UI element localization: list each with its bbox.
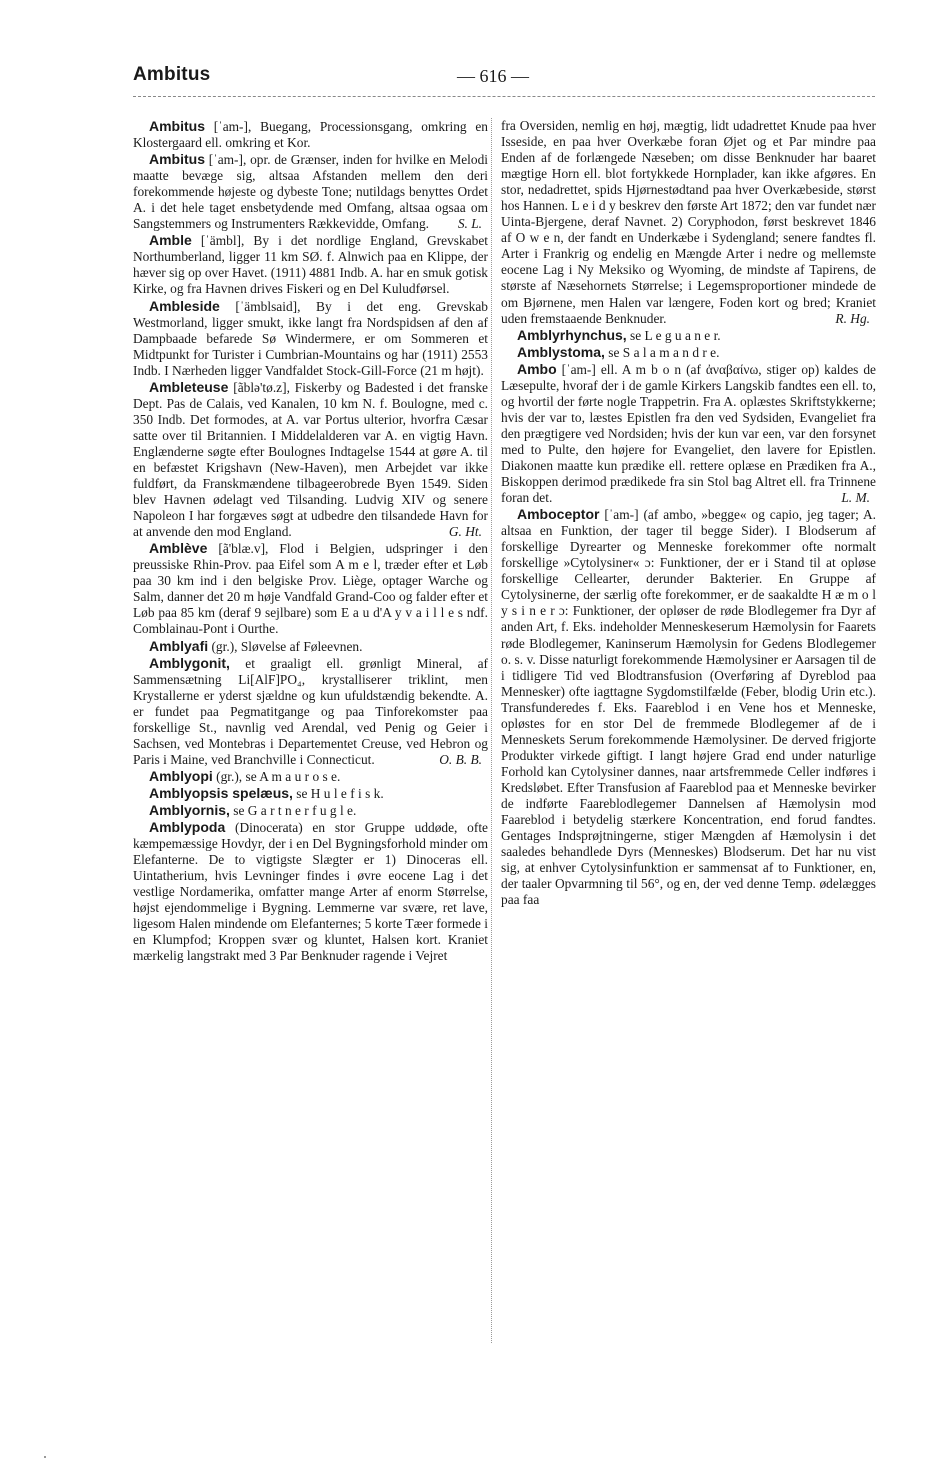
entry-headword: Ambitus xyxy=(149,151,205,168)
entry-headword: Amblyopi xyxy=(149,767,213,784)
entry-text: se G a r t n e r f u g l e. xyxy=(229,802,357,818)
entry-signature: O. B. B. xyxy=(439,751,482,767)
entry-headword: Ambleteuse xyxy=(149,378,229,395)
dictionary-entry xyxy=(133,638,488,655)
dictionary-entry xyxy=(133,232,488,297)
dictionary-entry xyxy=(501,327,876,344)
entry-text: se S a l a m a n d r e. xyxy=(604,344,720,360)
entry-text: fra Oversiden, nemlig en høj, mægtig, lidt udadrettet Knude paa hver Isseside, en paa hver Overkæbe foran Øjet og et Par mindre paa Enden af de forlængede Næseben; om disse Benknuder har baaret mægtige Horn ell. blot fortykkede Hornplader, kan ikke afgøres. En stor, nedadrettet, spids Hjørnestødtand paa hver Overkæbeside, størst hos Hannen. L e i d y beskrev den første Art 1872; den var fundet nær Uinta-Bjergene, deraf Navnet. 2) Coryphodon, først beskrevet 1846 af O w e n, der fandt en Underkæbe i Sydengland; senere fandtes fl. Arter i Frankrig og endelig en Mængde Arter i nedre og mellemste eocene Lag i Ny Meksiko og Wyoming, de mindste af Tapirens, de største af Næsehornets Størrelse; i Legemsproportioner mindede de om Bjørnene, men Halen var længere, Foden kort og bred; Kraniet uden fremstaaende Benknuder. xyxy=(501,118,876,326)
entry-signature: R. Hg. xyxy=(835,310,870,326)
entry-text: [ˈam-], Buegang, Processionsgang, omkring en Klostergaard ell. omkring et Kor. xyxy=(133,119,488,151)
dictionary-entry xyxy=(133,655,488,768)
entry-text: (gr.), Sløvelse af Føleevnen. xyxy=(208,638,363,654)
dictionary-entry xyxy=(133,819,488,964)
dictionary-entry xyxy=(501,344,876,361)
entry-headword: Amblyopsis spelæus, xyxy=(149,784,293,801)
column-divider xyxy=(491,118,492,1343)
entry-text: [ã'blæ.v], Flod i Belgien, udspringer i den preussiske Rhin-Prov. paa Eifel som A m e l, træder efter et Løb paa 30 km ind i den belgiske Prov. Liège, optager Warche og Salm, danner det 20 m høje Vandfald Grand-Coo og falder efter et Løb paa 85 km (deraf 9 sejlbare) som E a u d'A y v a i l l e s ndf. Comblainau-Pont i Ourthe. xyxy=(133,541,488,637)
header-rule xyxy=(133,96,875,97)
dictionary-entry xyxy=(501,361,876,506)
entry-signature: S. L. xyxy=(457,216,482,232)
entry-headword: Amblyornis, xyxy=(149,801,230,818)
dictionary-entry xyxy=(133,379,488,540)
entry-headword: Amblyrhynchus, xyxy=(517,326,627,343)
dictionary-entry xyxy=(133,151,488,232)
entry-headword: Amble xyxy=(149,232,192,249)
dictionary-entry xyxy=(133,118,488,151)
entry-text: [ˈam-], opr. de Grænser, inden for hvilke en Melodi maatte bevæge sig, altsaa Afstanden mellem den deri forekommende højeste og dybeste Tone; nutildags benyttes Ordet A. i det hele taget ensbetydende med Omfang, altsaa ogsaa om Sangstemmers og Instrumenters Rækkevidde, Omfang. xyxy=(133,152,488,232)
page-header xyxy=(133,64,853,94)
entry-text: [ãblə'tø.z], Fiskerby og Badested i det franske Dept. Pas de Calais, ved Kanalen, 10 km N. f. Boulogne, med c. 350 Indb. Det formodes, at A. var Portus ulterior, hvorfra Cæsar satte over til Britannien. I Middelalderen var A. en vigtig Havn. Englænderne søgte efter Boulognes Indtagelse 1544 at gøre A. til en befæstet Krigshavn (New-Haven), men Arbejdet var ikke fuldført, da Franskmændene tilbageerobrede Byen 1549. Siden blev Havnen ødelagt ved Tilsanding. Ludvig XIV og senere Napoleon I har forgæves søgt at udbedre den tilsandede Havn for at anvende den mod England. xyxy=(133,379,488,540)
entry-text: et graaligt ell. grønligt Mineral, af Sammensætning Li[AlF]PO₄, krystalliserer triklint, men Krystallerne er yderst sjældne og kun ufuldstændig bekendte. A. er fundet paa Pegmatitgange og paa Tinforekomster paa forskellige St., navnlig ved Arendal, ved Penig og Geier i Sachsen, ved Montebras i Departementet Creuse, ved Hebron og Paris i Maine, ved Branchville i Connecticut. xyxy=(133,655,488,767)
dictionary-entry xyxy=(133,768,488,785)
entry-headword: Amblève xyxy=(149,540,208,557)
dictionary-entry xyxy=(133,785,488,802)
entry-headword: Amblystoma, xyxy=(517,343,605,360)
entry-headword: Ambo xyxy=(517,360,557,377)
entry-text: [ˈam-] ell. A m b o n (af ἀναβαίνω, stiger op) kaldes de Læsepulte, hvoraf der i de gamle Kirkers Langskib fandtes een ell. to, og hvortil der førte nogle Trappetrin. Fra A. oplæstes Skriftstykkerne; hvis der var to, læstes Epistlen fra den ved Sydsiden, Evangeliet fra den prægtigere ved Nordsiden; hvis der kun var een, var den forsynet med to Pulte, den højere for Evangeliet, den lavere for Epistlen. Diakonen maatte kun prædike ell. rettere oplæse en Prædiken fra A., Biskoppen derimod prædikede fra sin Stol bag Altret ell. fra Trinnene foran det. xyxy=(501,361,876,506)
entry-text: [ˈam-] (af ambo, »begge« og capio, jeg tager; A. altsaa en Funktion, der tager til begge Sider). I Blodserum af forskellige Dyrearter og Menneske forekommer ofte normalt forskellige »Cytolysiner« ɔ: Funktioner, der er i Stand til at opløse forskellige Cellearter, derunder Bakterier. En Gruppe af Cytolysinerne, der særlig ofte forekommer, er de saakaldte H æ m o l y s i n e r ɔ: Funktioner, der opløser de røde Blodlegemer fra Dyr af anden Art, f. Eks. indeholder Menneskeserum Hæmolysin for Faarets røde Blodlegemer, Kaninserum Hæmolysin for Gedens Blodlegemer o. s. v. Disse naturligt forekommende Hæmolysiner er Aarsagen til de i tidligere Tid ved Blodtransfusion (Overføring af Dyreblod paa Mennesker) ofte iagttagne Sygdomstilfælde (Feber, blodig Urin etc.). Transfunderedes f. Eks. Faareblod i en Vene hos et Menneske, opløstes for en stor Del de fremmede Blodlegemer af de i Menneskets Serum forekommende Hæmolysiner. De derved frigjorte Produkter virkede giftigt. I langt højere Grad end under naturlige Forhold kan Cytolysiner dannes, naar artsfremmede Celler indføres i Kredsløbet. Efter Transfusion af Faareblod paa et Menneske bevirker de indførte Faareblodlegemer Dannelsen af Hæmolysin mod Faareblod i betydelig stærkere Koncentration, end forud fandtes. Gentages Indsprøjtningerne, stiger Mængden af Hæmolysin i det saaledes behandlede Dyrs (Menneskes) Blodserum. Det har nu vist sig, at enhver Cytolysinfunktion er sammensat af to Funktioner, en, der taaler Opvarmning til 56°, og en, der ved denne Temp. ødelægges paa faa xyxy=(501,507,876,908)
entry-headword: Amboceptor xyxy=(517,506,600,523)
dictionary-entry xyxy=(133,802,488,819)
dictionary-entry xyxy=(501,118,876,327)
entry-text: (gr.), se A m a u r o s e. xyxy=(212,768,341,784)
entry-headword: Amblygonit, xyxy=(149,654,230,671)
entry-text: se L e g u a n e r. xyxy=(626,327,721,343)
entry-headword: Ambleside xyxy=(149,297,220,314)
entry-signature: G. Ht. xyxy=(448,524,482,540)
entry-text: [ˈämbl], By i det nordlige England, Grevskabet Northumberland, ligger 11 km SØ. f. Alnwich paa en Klippe, der hæver sig op over Havet. (1911) 4881 Indb. A. har en smuk gotisk Kirke, og fra Havnen drives Fiskeri og en Del Kuludførsel. xyxy=(133,233,488,297)
margin-mark xyxy=(44,1456,46,1458)
page-number: — 616 — xyxy=(457,66,529,86)
entry-signature: L. M. xyxy=(841,490,870,506)
left-column xyxy=(133,118,488,964)
entry-headword: Ambitus xyxy=(149,118,205,134)
entry-headword: Amblypoda xyxy=(149,819,226,836)
running-head: Ambitus xyxy=(133,64,211,85)
entry-headword: Amblyafi xyxy=(149,637,209,654)
dictionary-entry xyxy=(501,506,876,908)
entry-text: se H u l e f i s k. xyxy=(292,785,384,801)
dictionary-entry xyxy=(133,298,488,379)
right-column xyxy=(501,118,876,908)
entry-text: [ˈämblsaid], By i det eng. Grevskab Westmorland, ligger smukt, ikke langt fra Nordspidsen af den af Dampbaade befarede Sø Windermere, er om Sommeren et Midtpunkt for Turister i Cumbrian-Mountains og har (1911) 2553 Indb. I Nærheden ligger Vandfaldet Stock-Gill-Force (21 m højt). xyxy=(133,298,488,378)
dictionary-entry xyxy=(133,540,488,637)
entry-text: (Dinocerata) en stor Gruppe uddøde, ofte kæmpemæssige Hovdyr, der i en Del Bygningsforhold minder om Elefanterne. De to vigtigste Slægter er 1) Dinoceras ell. Uintatherium, hvis Levninger findes i øvre eocene Lag i det vestlige Nordamerika, omfatter mange Arter af enorm Størrelse, højst ejendommelige i Bygning. Lemmerne var svære, ret lave, ligesom Halen mindende om Elefanternes; 5 korte Tæer formede i en Klumpfod; Kroppen svær og kluntet, Halsen kort. Kraniet mærkelig langstrakt med 3 Par Benknuder ragende i Vejret xyxy=(133,820,488,964)
